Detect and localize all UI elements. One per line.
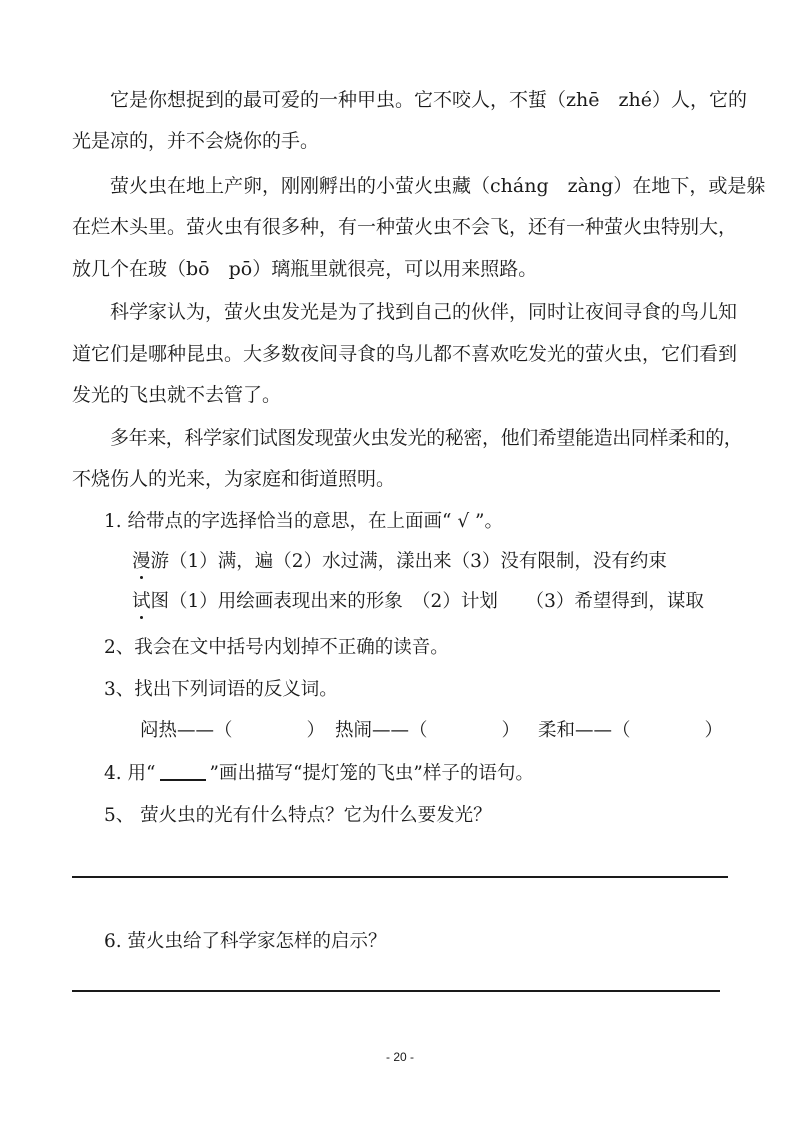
dotted-char: 试 — [132, 591, 151, 612]
page-number: - 20 - — [385, 1050, 414, 1064]
question-1-item-a — [132, 550, 667, 574]
question-1-item-b — [132, 590, 704, 614]
passage-p3-line2: 道它们是哪种昆虫。大多数夜间寻食的鸟儿都不喜欢吃发光的萤火虫，它们看到 — [72, 343, 738, 365]
question-1: 1. 给带点的字选择恰当的意思，在上面画“ √ ”。 — [104, 511, 503, 532]
question-2: 2、我会在文中括号内划掉不正确的读音。 — [104, 637, 449, 658]
antonym-item-2: 热闹——（ ） — [335, 720, 521, 741]
word-char: 图 — [150, 591, 170, 612]
passage-p2-line3: 放几个在玻（bō pō）璃瓶里就很亮，可以用来照路。 — [72, 258, 538, 280]
passage-p2-line2: 在烂木头里。萤火虫有很多种，有一种萤火虫不会飞，还有一种萤火虫特别大， — [72, 216, 738, 238]
underline-sample — [160, 761, 206, 781]
dotted-char: 漫 — [132, 551, 151, 572]
antonym-item-3: 柔和——（ ） — [538, 720, 724, 741]
question-4-suffix: ”画出描写“提灯笼的飞虫”样子的语句。 — [209, 763, 534, 784]
word-char: 游 — [150, 551, 170, 572]
passage-p4-line2: 不烧伤人的光来，为家庭和街道照明。 — [72, 468, 396, 490]
question-1-item-b-options: （1）用绘画表现出来的形象 （2）计划 （3）希望得到，谋取 — [169, 591, 704, 612]
question-1-item-a-options: （1）满，遍（2）水过满，漾出来（3）没有限制，没有约束 — [169, 551, 667, 572]
question-5: 5、 萤火虫的光有什么特点？它为什么要发光？ — [104, 805, 492, 826]
question-3: 3、找出下列词语的反义词。 — [104, 679, 338, 700]
question-6: 6. 萤火虫给了科学家怎样的启示？ — [104, 931, 387, 952]
passage-p4-line1: 多年来，科学家们试图发现萤火虫发光的秘密，他们希望能造出同样柔和的， — [110, 427, 743, 449]
question-4-prefix: 4. 用“ — [104, 763, 156, 784]
question-4 — [104, 761, 534, 786]
passage-p1-line2: 光是凉的，并不会烧你的手。 — [72, 130, 320, 152]
answer-line-5 — [72, 876, 728, 878]
passage-p3-line3: 发光的飞虫就不去管了。 — [72, 384, 282, 406]
answer-line-6 — [72, 990, 720, 992]
passage-p2-line1: 萤火虫在地上产卵，刚刚孵出的小萤火虫藏（cháng zàng）在地下，或是躲 — [110, 175, 766, 197]
antonym-item-1: 闷热——（ ） — [140, 720, 326, 741]
passage-p1-line1: 它是你想捉到的最可爱的一种甲虫。它不咬人，不蜇（zhē zhé）人，它的 — [110, 89, 747, 111]
passage-p3-line1: 科学家认为，萤火虫发光是为了找到自己的伙伴，同时让夜间寻食的鸟儿知 — [110, 301, 738, 323]
